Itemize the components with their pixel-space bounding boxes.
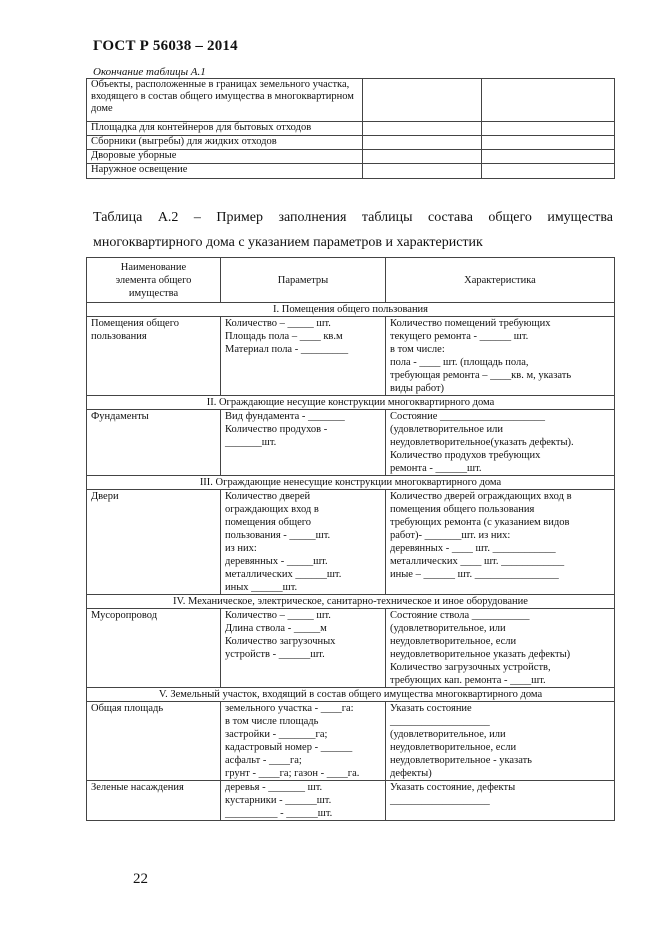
table-row xyxy=(87,150,615,164)
element-params: Количество – _____ шт. Площадь пола – ____ кв.м Материал пола - _________ xyxy=(221,317,386,396)
section-row xyxy=(87,688,615,702)
element-params: Вид фундамента - _______ Количество продухов - _______шт. xyxy=(221,410,386,476)
table-row xyxy=(87,490,615,595)
table-a1-end xyxy=(86,78,615,179)
table-row xyxy=(87,164,615,179)
column-header: Характеристика xyxy=(386,258,615,303)
table-row xyxy=(87,781,615,821)
table-row xyxy=(87,702,615,781)
section-row xyxy=(87,303,615,317)
section-title: IV. Механическое, электрическое, санитарно-техническое и иное оборудование xyxy=(87,595,615,609)
column-header: Параметры xyxy=(221,258,386,303)
table-cell: Сборники (выгребы) для жидких отходов xyxy=(87,136,363,150)
table-row xyxy=(87,410,615,476)
table-cell: Наружное освещение xyxy=(87,164,363,179)
section-title: I. Помещения общего пользования xyxy=(87,303,615,317)
element-name: Фундаменты xyxy=(87,410,221,476)
table-row xyxy=(87,317,615,396)
table-cell: Площадка для контейнеров для бытовых отходов xyxy=(87,122,363,136)
caption-line-2: многоквартирного дома с указанием параметров и характеристик xyxy=(93,235,483,250)
page-number: 22 xyxy=(133,871,148,887)
element-chars: Указать состояние, дефекты ___________________ xyxy=(386,781,615,821)
table-continuation-label: Окончание таблицы А.1 xyxy=(93,66,206,78)
element-params: деревья - _______ шт. кустарники - ______шт. __________ - ______шт. xyxy=(221,781,386,821)
caption-line-1: Таблица А.2 – Пример заполнения таблицы состава общего имущества xyxy=(93,210,613,225)
section-title: V. Земельный участок, входящий в состав общего имущества многоквартирного дома xyxy=(87,688,615,702)
document-id: ГОСТ Р 56038 – 2014 xyxy=(93,38,238,54)
element-params: земельного участка - ____га: в том числе площадь застройки - _______га; кадастровый номер - ______ асфальт - ____га; грунт - ____га; газон - ____га. xyxy=(221,702,386,781)
table-row xyxy=(87,122,615,136)
element-name: Мусоропровод xyxy=(87,609,221,688)
table-row xyxy=(87,79,615,122)
section-title: II. Ограждающие несущие конструкции многоквартирного дома xyxy=(87,396,615,410)
element-name: Двери xyxy=(87,490,221,595)
table-cell: Объекты, расположенные в границах земельного участка, входящего в состав общего имущества в многоквартирном доме xyxy=(87,79,363,122)
table-caption xyxy=(93,205,613,255)
section-row xyxy=(87,476,615,490)
element-chars: Указать состояние ___________________ (удовлетворительное, или неудовлетворительное, если неудовлетворительное - указать дефекты) xyxy=(386,702,615,781)
element-name: Зеленые насаждения xyxy=(87,781,221,821)
element-chars: Состояние ____________________ (удовлетворительное или неудовлетворительное(указать дефекты). Количество продухов требующих ремонта - ______шт. xyxy=(386,410,615,476)
element-params: Количество – _____ шт. Длина ствола - _____м Количество загрузочных устройств - ______шт. xyxy=(221,609,386,688)
element-chars: Состояние ствола ___________ (удовлетворительное, или неудовлетворительное, если неудовлетворительное указать дефекты) Количество загрузочных устройств, требующих кап. ремонта - ____шт. xyxy=(386,609,615,688)
section-title: III. Ограждающие ненесущие конструкции многоквартирного дома xyxy=(87,476,615,490)
table-row xyxy=(87,136,615,150)
table-header-row xyxy=(87,258,615,303)
column-header: Наименование элемента общего имущества xyxy=(87,258,221,303)
section-row xyxy=(87,595,615,609)
table-cell: Дворовые уборные xyxy=(87,150,363,164)
element-params: Количество дверей ограждающих вход в помещения общего пользования - _____шт. из них: деревянных - _____шт. металлических ______шт. иных ______шт. xyxy=(221,490,386,595)
element-name: Общая площадь xyxy=(87,702,221,781)
table-row xyxy=(87,609,615,688)
table-a2 xyxy=(86,257,615,821)
element-name: Помещения общего пользования xyxy=(87,317,221,396)
element-chars: Количество дверей ограждающих вход в помещения общего пользования требующих ремонта (с указанием видов работ)- _______шт. из них: деревянных - ____ шт. ____________ металлических ____ шт. ____________ иные – ______ шт. ________________ xyxy=(386,490,615,595)
element-chars: Количество помещений требующих текущего ремонта - ______ шт. в том числе: пола - ____ шт. (площадь пола, требующая ремонта – ____кв. м, указать виды работ) xyxy=(386,317,615,396)
section-row xyxy=(87,396,615,410)
